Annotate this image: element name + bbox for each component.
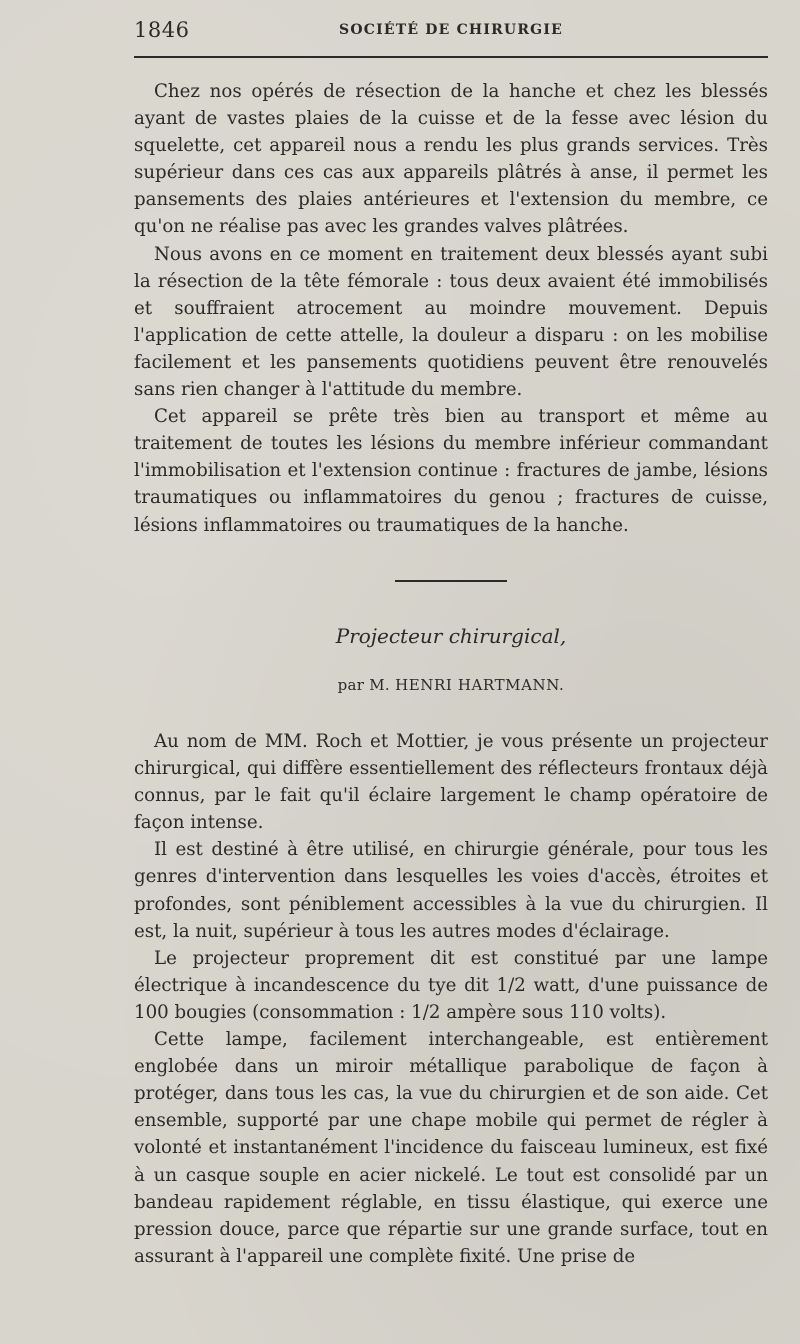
section-1-text [134, 78, 768, 539]
header-rule [134, 56, 768, 58]
paragraph: Nous avons en ce moment en traitement deux blessés ayant subi la résection de la tête fémorale : tous deux avaient été immobilisés et souffraient atrocement au moindre mouvement. Depuis l'application de cette attelle, la douleur a disparu : on les mobilise facilement et les pansements quotidiens peuvent être renouvelés sans rien changer à l'attitude du membre. [134, 243, 768, 401]
running-head-title: SOCIÉTÉ DE CHIRURGIE [339, 22, 563, 38]
section-divider-rule [395, 580, 507, 582]
author-name: HENRI HARTMANN. [395, 676, 565, 694]
paragraph: Il est destiné à être utilisé, en chirurgie générale, pour tous les genres d'intervention dans lesquelles les voies d'accès, étroites et profondes, sont péniblement accessibles à la vue du chirurgien. Il est, la nuit, supérieur à tous les autres modes d'éclairage. [134, 839, 768, 942]
paragraph: Au nom de MM. Roch et Mottier, je vous présente un projecteur chirurgical, qui diffère essentiellement des réflecteurs frontaux déjà connus, par le fait qu'il éclaire largement le champ opératoire de façon intense. [134, 731, 768, 834]
paragraph: Le projecteur proprement dit est constitué par une lampe électrique à incandescence du tye dit 1/2 watt, d'une puissance de 100 bougies (consommation : 1/2 ampère sous 110 volts). [134, 947, 768, 1023]
paragraph: Chez nos opérés de résection de la hanche et chez les blessés ayant de vastes plaies de la cuisse et de la fesse avec lésion du squelette, cet appareil nous a rendu les plus grands services. Très supérieur dans ces cas aux appareils plâtrés à anse, il permet les pansements des plaies antérieures et l'extension du membre, ce qu'on ne réalise pas avec les grandes valves plâtrées. [134, 81, 768, 238]
byline-prefix: par M. [337, 676, 390, 694]
article-title: Projecteur chirurgical, [335, 624, 567, 648]
paragraph: Cet appareil se prête très bien au transport et même au traitement de toutes les lésions du membre inférieur commandant l'immobilisation et l'extension continue : fractures de jambe, lésions traumatiques ou inflammatoires du genou ; fractures de cuisse, lésions inflammatoires ou traumatiques de la hanche. [134, 406, 768, 536]
byline [134, 676, 768, 694]
paragraph: Cette lampe, facilement interchangeable, est entièrement englobée dans un miroir métallique parabolique de façon à protéger, dans tous les cas, la vue du chirurgien et de son aide. Cet ensemble, supporté par une chape mobile qui permet de régler à volonté et instantanément l'incidence du faisceau lumineux, est fixé à un casque souple en acier nickelé. Le tout est consolidé par un bandeau rapidement réglable, en tissu élastique, qui exerce une pression douce, parce que répartie sur une grande surface, tout en assurant à l'appareil une complète fixité. Une prise de [134, 1029, 768, 1267]
section-2-text [134, 728, 768, 1270]
page-number: 1846 [134, 18, 190, 42]
running-head [134, 18, 768, 44]
